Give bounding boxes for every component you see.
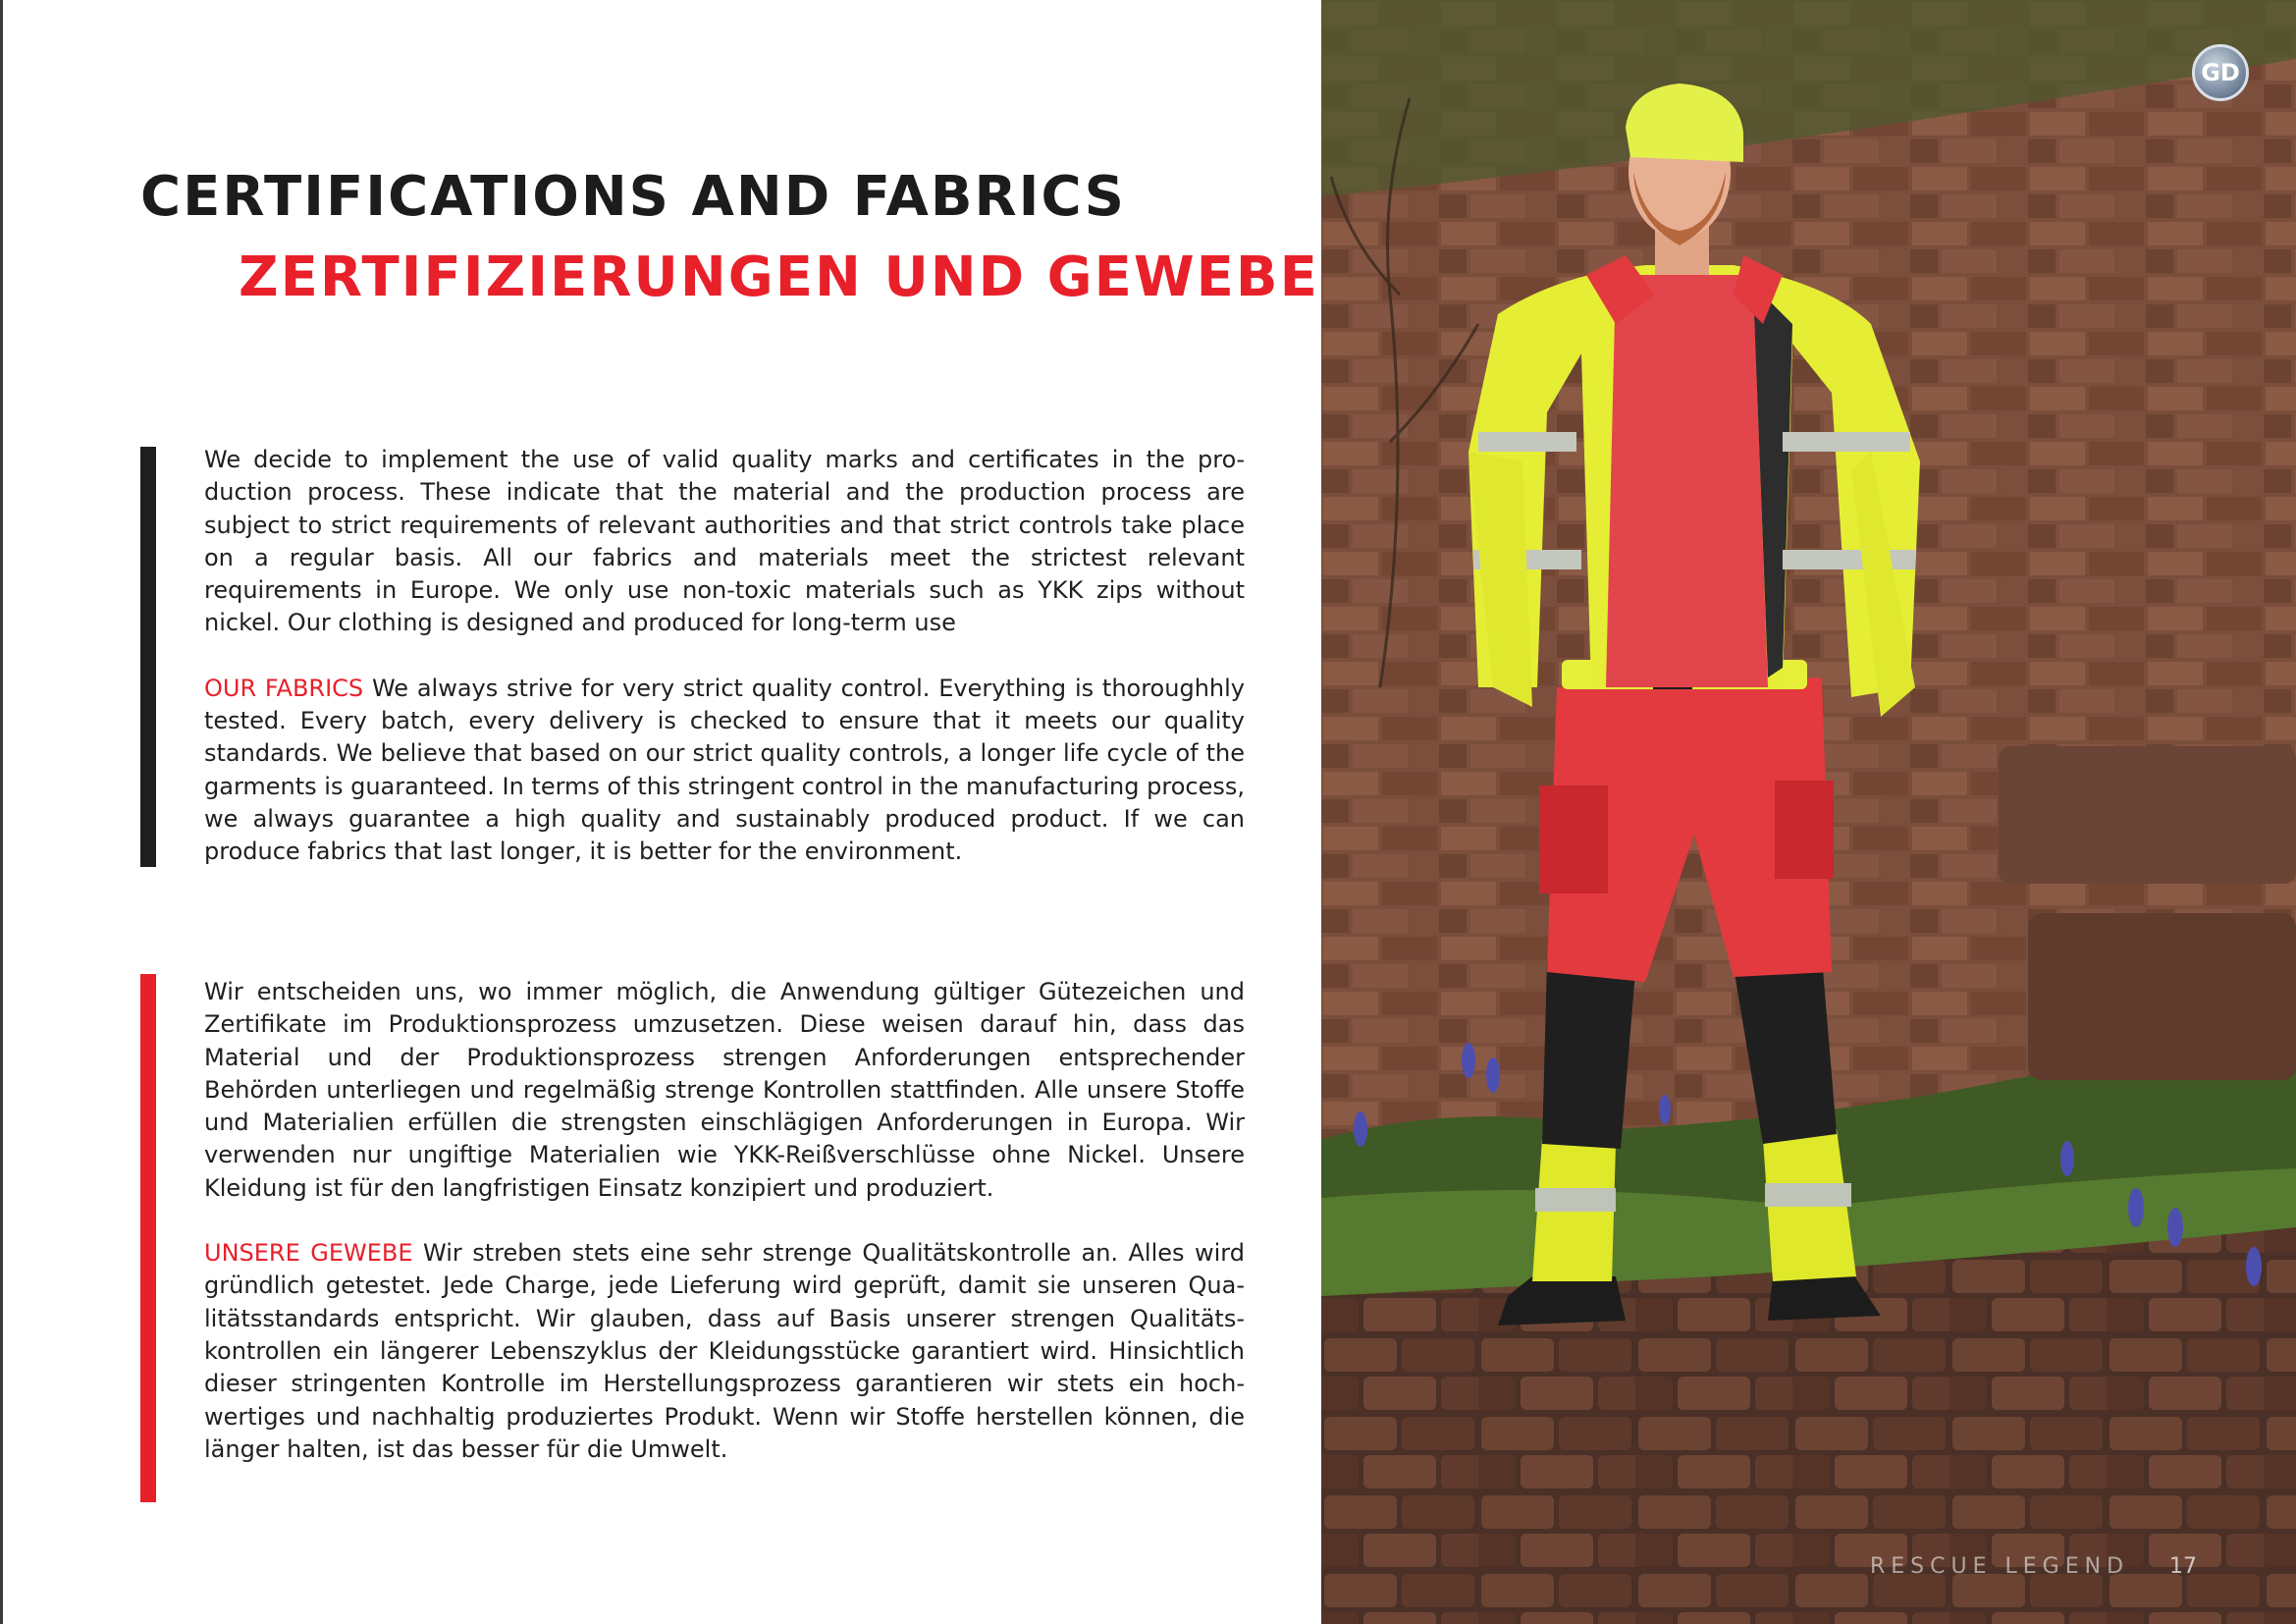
our-fabrics-text: We always strive for very strict quality control. Everything is thoroughhly tested. Every batch, every delivery is checked to ensure that it meets our quality standards. We believe that based on our strict quality controls, a longer life cycle of the garments is guaranteed. In terms of this stringent control in the manufacturing process, we always guarantee a high quality and sustainably produced product. If we can produce fabrics that last longer, it is better for the environment. — [204, 674, 1245, 866]
english-paragraph-fabrics — [204, 673, 1245, 869]
page-number: 17 — [2169, 1554, 2197, 1579]
model-photo — [1321, 0, 2296, 1624]
unsere-gewebe-lead: UNSERE GEWEBE — [204, 1239, 413, 1268]
english-accent-bar — [140, 447, 156, 867]
german-text-block — [204, 976, 1245, 1466]
german-paragraph-fabrics — [204, 1237, 1245, 1466]
page-edge-line — [0, 0, 3, 1624]
title-english: CERTIFICATIONS AND FABRICS — [140, 165, 1126, 229]
footer-brand-text: RESCUE LEGEND — [1870, 1554, 2130, 1579]
brand-logo: GD — [2192, 44, 2249, 101]
english-text-block — [204, 444, 1245, 869]
unsere-gewebe-text: Wir streben stets eine sehr strenge Qualitätskontrolle an. Alles wird gründlich getestet. Jede Charge, jede Lieferung wird geprüft, damit sie unseren Qualitätsstandards entspricht. Wir glauben, dass auf Basis unserer strengen Qualitätskontrollen ein längerer Lebenszyklus der Kleidungsstücke garantiert wird. Hinsichtlich dieser stringenten Kontrolle im Herstellungsprozess garantieren wir stets ein hochwertiges und nachhaltig produziertes Produkt. Wenn wir Stoffe herstellen können, die länger halten, ist das besser für die Umwelt. — [204, 1239, 1245, 1463]
german-accent-bar — [140, 974, 156, 1502]
photo-illustration — [1321, 0, 2296, 1624]
title-german: ZERTIFIZIERUNGEN UND GEWEBE — [239, 245, 1319, 309]
english-paragraph-1: We decide to implement the use of valid quality marks and certificates in the production process. These indicate that the material and the production process are subject to strict requirements of relevant authorities and that strict controls take place on a regular basis. All our fabrics and materials meet the strictest relevant requirements in Europe. We only use non-toxic materials such as YKK zips without nickel. Our clothing is designed and produced for long-term use — [204, 446, 1245, 637]
our-fabrics-lead: OUR FABRICS — [204, 674, 364, 702]
german-paragraph-1: Wir entscheiden uns, wo immer möglich, die Anwendung gültiger Gütezeichen und Zertifikate im Produktionsprozess umzusetzen. Diese weisen darauf hin, dass das Material und der Produktionsprozess strengen Anforderungen entsprechender Behörden unterliegen und regelmäßig strenge Kontrollen stattfinden. Alle unsere Stoffe und Materialien erfüllen die strengsten einschlägigen Anforderungen in Europa. Wir verwenden nur ungiftige Materialien wie YKK-Reißverschlüsse ohne Nickel. Unsere Kleidung ist für den langfristigen Einsatz konzipiert und produziert. — [204, 978, 1245, 1202]
